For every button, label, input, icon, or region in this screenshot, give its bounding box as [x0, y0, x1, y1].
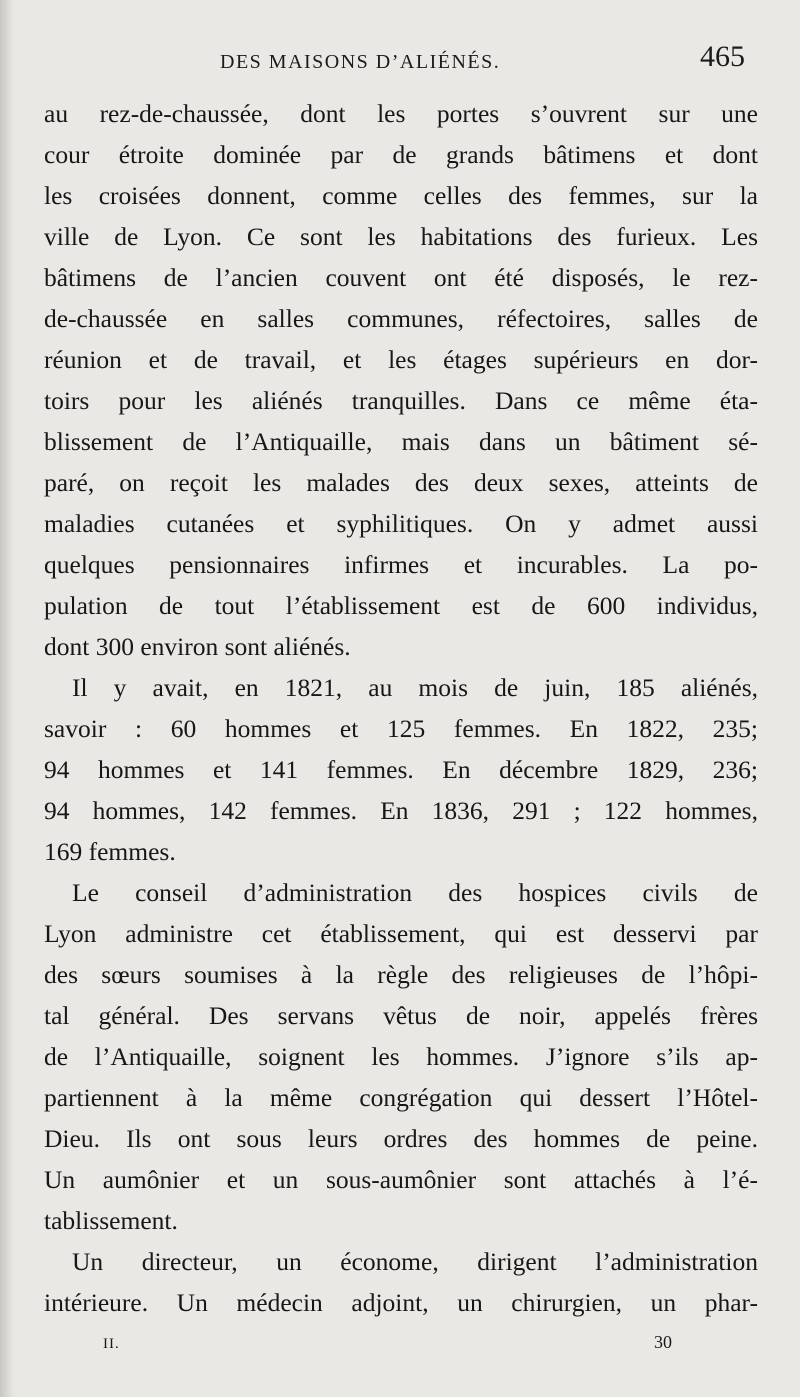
- text-line: tal général. Des servans vêtus de noir, appelés frères: [44, 1001, 758, 1030]
- text-line: Le conseil d’administration des hospices civils de: [72, 878, 758, 907]
- paragraph-1: [44, 93, 758, 667]
- text-line: réunion et de travail, et les étages supérieurs en dor-: [44, 345, 758, 374]
- text-line: ville de Lyon. Ce sont les habitations des furieux. Les: [44, 222, 758, 251]
- text-line: Il y avait, en 1821, au mois de juin, 185 aliénés,: [72, 673, 758, 702]
- text-line: bâtimens de l’ancien couvent ont été disposés, le rez-: [44, 263, 758, 292]
- signature-mark: 30: [654, 1332, 672, 1352]
- paragraph-4: [44, 1241, 758, 1323]
- text-line: dont 300 environ sont aliénés.: [44, 632, 351, 661]
- text-line: partiennent à la même congrégation qui dessert l’Hôtel-: [44, 1083, 758, 1112]
- text-line: pulation de tout l’établissement est de 600 individus,: [44, 591, 758, 620]
- text-line: les croisées donnent, comme celles des femmes, sur la: [44, 181, 758, 210]
- text-line: Un directeur, un économe, dirigent l’administration: [72, 1247, 758, 1276]
- text-line: de l’Antiquaille, soignent les hommes. J’ignore s’ils ap-: [44, 1042, 758, 1071]
- text-line: au rez-de-chaussée, dont les portes s’ouvrent sur une: [44, 99, 758, 128]
- page-number: 465: [700, 40, 745, 73]
- text-line: Lyon administre cet établissement, qui est desservi par: [44, 919, 758, 948]
- text-line: savoir : 60 hommes et 125 femmes. En 1822, 235;: [44, 714, 758, 743]
- text-line: blissement de l’Antiquaille, mais dans un bâtiment sé-: [44, 427, 758, 456]
- body-text: [44, 93, 758, 1323]
- text-line: 94 hommes, 142 femmes. En 1836, 291 ; 122 hommes,: [44, 796, 758, 825]
- text-line: tablissement.: [44, 1206, 178, 1235]
- text-line: 94 hommes et 141 femmes. En décembre 1829, 236;: [44, 755, 758, 784]
- paragraph-3: [44, 872, 758, 1241]
- page-header: [0, 40, 800, 90]
- text-line: intérieure. Un médecin adjoint, un chirurgien, un phar-: [44, 1288, 758, 1317]
- text-line: quelques pensionnaires infirmes et incurables. La po-: [44, 550, 758, 579]
- text-line: toirs pour les aliénés tranquilles. Dans ce même éta-: [44, 386, 758, 415]
- text-line: Un aumônier et un sous-aumônier sont attachés à l’é-: [44, 1165, 758, 1194]
- text-line: des sœurs soumises à la règle des religieuses de l’hôpi-: [44, 960, 758, 989]
- text-line: 169 femmes.: [44, 837, 176, 866]
- paragraph-2: [44, 667, 758, 872]
- text-line: de-chaussée en salles communes, réfectoires, salles de: [44, 304, 758, 333]
- text-line: Dieu. Ils ont sous leurs ordres des hommes de peine.: [44, 1124, 758, 1153]
- page-footer: [0, 1332, 800, 1362]
- text-line: paré, on reçoit les malades des deux sexes, atteints de: [44, 468, 758, 497]
- volume-mark: II.: [103, 1336, 120, 1352]
- text-line: cour étroite dominée par de grands bâtimens et dont: [44, 140, 758, 169]
- running-title: DES MAISONS D’ALIÉNÉS.: [220, 51, 501, 73]
- text-line: maladies cutanées et syphilitiques. On y admet aussi: [44, 509, 758, 538]
